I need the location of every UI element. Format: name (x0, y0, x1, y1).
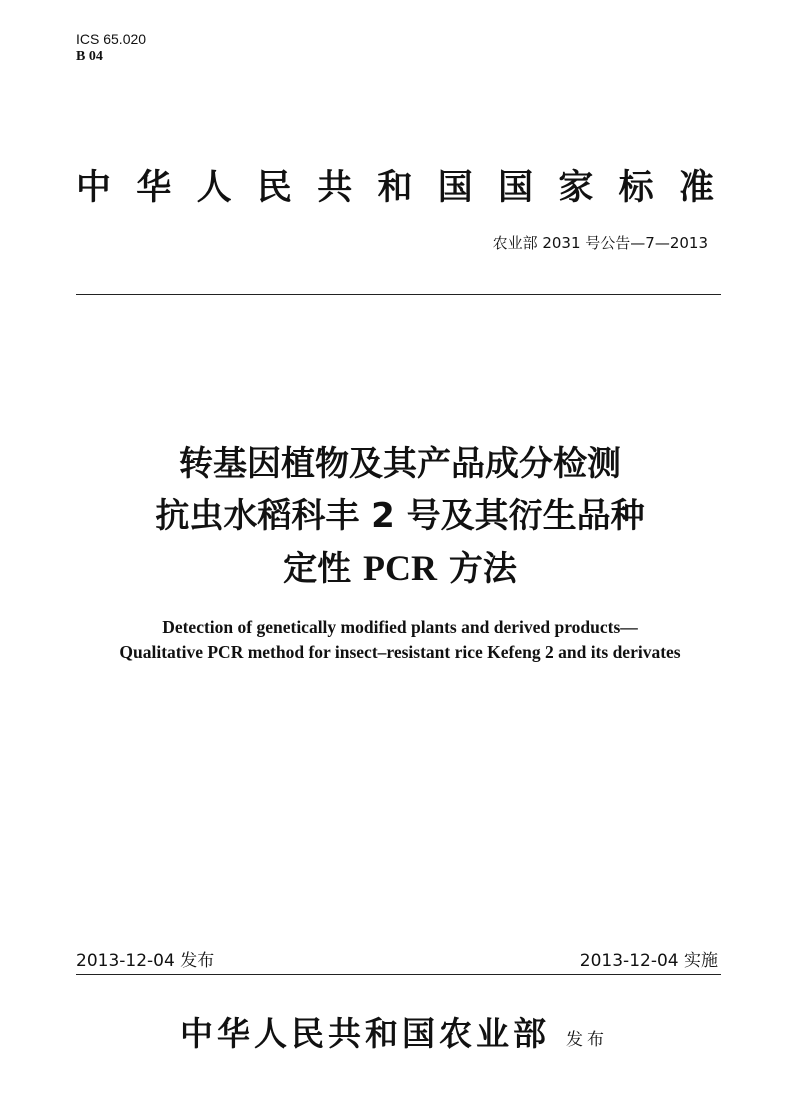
issue-date: 2013-12-04 发布 (76, 951, 215, 971)
national-standard-heading: 中华人民共和国国家标准 (76, 168, 716, 208)
title-cn-line-3-latin: PCR (363, 548, 437, 588)
bottom-divider (76, 974, 721, 975)
class-code: B 04 (76, 49, 103, 64)
title-cn-line-1: 转基因植物及其产品成分检测 (179, 444, 621, 484)
top-divider (76, 294, 721, 295)
title-cn-line-3 (0, 542, 800, 595)
title-en-line-2: Qualitative PCR method for insect–resistant rice Kefeng 2 and its derivates (119, 642, 681, 662)
publish-label: 发布 (566, 1030, 608, 1050)
title-en-line-1: Detection of genetically modified plants and derived products— (162, 617, 638, 637)
title-cn-line-3-prefix: 定性 (283, 549, 352, 589)
standard-number: 农业部 2031 号公告—7—2013 (492, 234, 708, 252)
ics-code: ICS 65.020 (76, 31, 147, 47)
title-cn-line-3-suffix: 方法 (448, 549, 517, 589)
title-cn-line-2: 抗虫水稻科丰 2 号及其衍生品种 (155, 496, 645, 536)
implement-date: 2013-12-04 实施 (579, 951, 718, 971)
classification-codes (76, 30, 146, 66)
publisher: 中华人民共和国农业部 (180, 1014, 550, 1053)
